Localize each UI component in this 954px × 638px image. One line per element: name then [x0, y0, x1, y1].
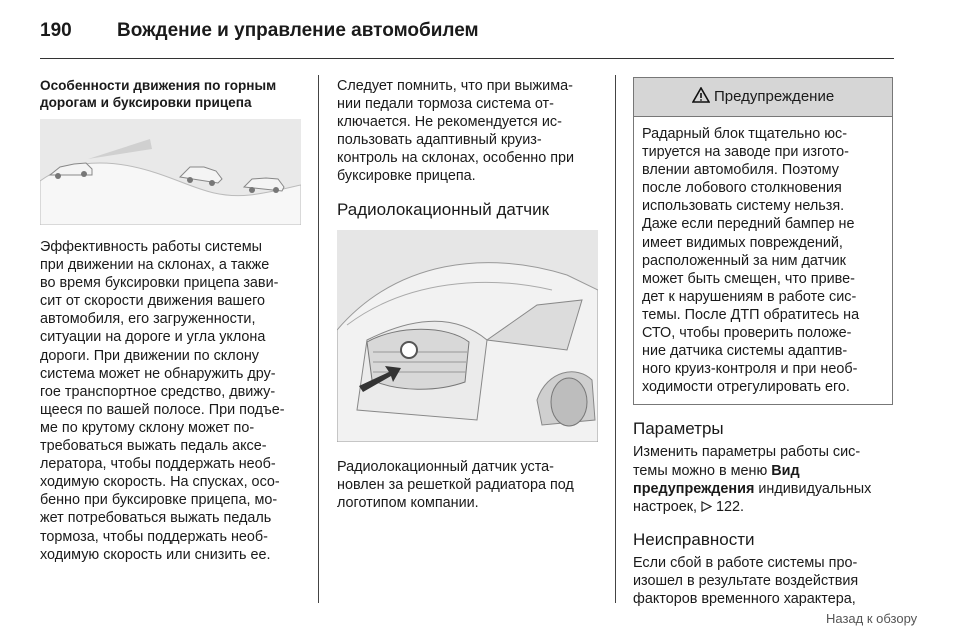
text-line: тируется на заводе при изгото-	[642, 144, 849, 161]
text-line: гое транспортное средство, движу-	[40, 383, 276, 400]
text-line: расположенный за ним датчик	[642, 252, 846, 269]
text-line: Изменить параметры работы сис-	[633, 444, 861, 461]
faults-text	[633, 554, 895, 608]
text-line: система может не обнаружить дру-	[40, 365, 276, 382]
warning-triangle-icon	[692, 88, 714, 105]
text-line: ме по крутому склону может по-	[40, 419, 255, 436]
text-line: ходимую скорость. На спусках, осо-	[40, 474, 280, 491]
settings-menu-link[interactable]: Вид	[771, 462, 800, 479]
text-line	[633, 498, 895, 516]
text-line: темы. После ДТП обратитесь на	[642, 306, 860, 323]
text-line: пользовать адаптивный круиз-	[337, 132, 542, 149]
text-line: ключается. Не рекомендуется ис-	[337, 114, 562, 131]
text-line: щееся по вашей полосе. При подъе-	[40, 401, 285, 418]
text-line: влении автомобиля. Поэтому	[642, 162, 839, 179]
text-line: во время буксировки прицепа зави-	[40, 275, 279, 292]
chapter-title: Вождение и управление автомобилем	[117, 20, 479, 41]
text-fragment: индивидуальных	[754, 480, 872, 497]
subheading-line: дорогам и буксировки прицепа	[40, 95, 252, 110]
page-number: 190	[40, 20, 72, 41]
text-line: изошел в результате воздействия	[633, 572, 859, 589]
text-line: факторов временного характера,	[633, 590, 856, 607]
subheading-line: Особенности движения по горным	[40, 78, 277, 93]
text-line: бенно при буксировке прицепа, мо-	[40, 492, 278, 509]
header-divider	[40, 58, 894, 59]
radar-sensor-caption	[337, 458, 599, 512]
text-line: ходимости отрегулировать его.	[642, 379, 850, 396]
brake-note-text	[337, 77, 599, 186]
page-reference[interactable]: 122.	[712, 498, 745, 515]
text-line: автомобиля, его загруженности,	[40, 311, 256, 328]
warning-title: Предупреждение	[714, 88, 835, 105]
text-line: Радиолокационный датчик уста-	[337, 458, 554, 475]
text-line: ние датчика системы адаптив-	[642, 343, 848, 360]
text-line	[633, 462, 895, 480]
text-line: ходимую скорость или снизить ее.	[40, 546, 271, 563]
car-front-radar-sensor-illustration	[337, 230, 598, 442]
text-line: требоваться выжать педаль аксе-	[40, 438, 267, 455]
warning-box	[633, 77, 893, 405]
text-line: контроль на склонах, особенно при	[337, 150, 575, 167]
text-line: при движении на склонах, а также	[40, 257, 270, 274]
text-line: логотипом компании.	[337, 494, 479, 511]
page-header	[40, 18, 920, 58]
text-line: Следует помнить, что при выжима-	[337, 78, 573, 94]
hill-driving-illustration	[40, 119, 301, 225]
column-3	[633, 77, 895, 608]
text-line: сит от скорости движения вашего	[40, 293, 266, 310]
text-line: новлен за решеткой радиатора под	[337, 476, 574, 493]
text-line: Эффективность работы системы	[40, 239, 262, 255]
column-2	[337, 77, 599, 512]
radar-sensor-figure	[337, 230, 598, 442]
column-divider-2	[615, 75, 616, 603]
text-line: Если сбой в работе системы про-	[633, 554, 858, 571]
reference-arrow-icon[interactable]	[701, 499, 712, 515]
text-line: ситуации на дороге и угла уклона	[40, 329, 266, 346]
text-line	[633, 480, 895, 498]
text-line: нии педали тормоза система от-	[337, 96, 554, 113]
column-1	[40, 77, 302, 564]
radar-sensor-heading: Радиолокационный датчик	[337, 199, 550, 219]
warning-body	[634, 117, 892, 404]
text-line: жет потребоваться выжать педаль	[40, 510, 272, 527]
parameters-heading: Параметры	[633, 419, 724, 439]
text-line: дет к нарушениям в работе сис-	[642, 288, 857, 305]
text-line: тормоза, чтобы поддержать необ-	[40, 528, 268, 545]
warning-title-bar	[634, 78, 892, 117]
text-line: Даже если передний бампер не	[642, 216, 855, 233]
text-line: Радарный блок тщательно юс-	[642, 126, 848, 142]
hill-driving-text	[40, 238, 302, 564]
faults-heading: Неисправности	[633, 529, 755, 549]
text-line: имеет видимых повреждений,	[642, 234, 843, 251]
column-divider-1	[318, 75, 319, 603]
text-fragment: настроек,	[633, 498, 702, 515]
text-line: дороги. При движении по склону	[40, 347, 259, 364]
text-line: после лобового столкновения	[642, 180, 842, 197]
text-line: буксировке прицепа.	[337, 168, 476, 185]
text-line: использовать систему нельзя.	[642, 198, 845, 215]
settings-menu-link[interactable]: предупреждения	[633, 480, 755, 497]
back-to-overview-link[interactable]: Назад к обзору	[826, 611, 918, 626]
mountain-roads-subheading	[40, 77, 302, 111]
text-line: может быть смещен, что приве-	[642, 270, 855, 287]
parameters-text	[633, 443, 895, 515]
text-line: лератора, чтобы поддержать необ-	[40, 456, 276, 473]
text-fragment: темы можно в меню	[633, 462, 772, 479]
text-line: СТО, чтобы проверить положе-	[642, 325, 852, 342]
hill-driving-figure	[40, 119, 301, 225]
text-line: ного круиз-контроля и при необ-	[642, 361, 858, 378]
